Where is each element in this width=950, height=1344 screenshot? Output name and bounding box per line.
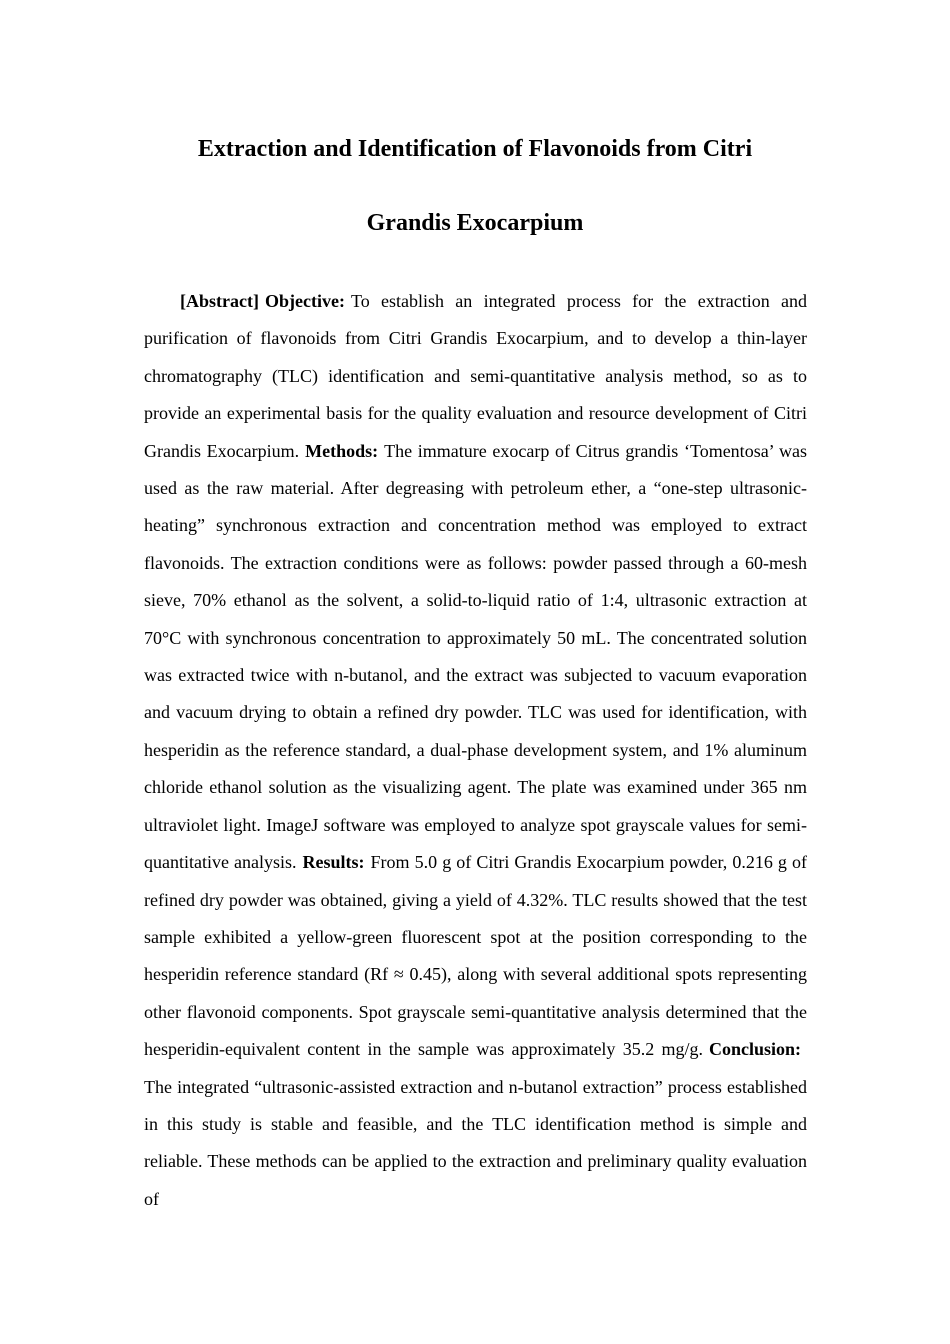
abstract-tag: [Abstract] <box>180 291 259 311</box>
objective-label: Objective: <box>264 291 345 311</box>
objective-text: To establish an integrated process for the extraction and purification of flavonoids from Citri Grandis Exocarpium, and to develop a thin-layer chromatography (TLC) identification and semi-quantitative analysis method, so as to provide an experimental basis for the quality evaluation and resource development of Citri Grandis Exocarpium. <box>144 291 807 461</box>
results-label: Results: <box>302 852 365 873</box>
paper-title-line-1: Extraction and Identification of Flavonoids from Citri <box>197 136 753 162</box>
methods-text: The immature exocarp of Citrus grandis ‘Tomentosa’ was used as the raw material. After degreasing with petroleum ether, a “one-step ultrasonic-heating” synchronous extraction and concentration method was employed to extract flavonoids. The extraction conditions were as follows: powder passed through a 60-mesh sieve, 70% ethanol as the solvent, a solid-to-liquid ratio of 1:4, ultrasonic extraction at 70°C with synchronous concentration to approximately 50 mL. The concentrated solution was extracted twice with n-butanol, and the extract was subjected to vacuum evaporation and vacuum drying to obtain a refined dry powder. TLC was used for identification, with hesperidin as the reference standard, a dual-phase development system, and 1% aluminum chloride ethanol solution as the visualizing agent. The plate was examined under 365 nm ultraviolet light. ImageJ software was employed to analyze spot grayscale values for semi-quantitative analysis. <box>144 440 807 873</box>
conclusion-text: The integrated “ultrasonic-assisted extraction and n-butanol extraction” process established in this study is stable and feasible, and the TLC identification method is simple and reliable. These methods can be applied to the extraction and preliminary quality evaluation of <box>144 1076 807 1209</box>
conclusion-label: Conclusion: <box>708 1039 801 1060</box>
results-text: From 5.0 g of Citri Grandis Exocarpium powder, 0.216 g of refined dry powder was obtained, giving a yield of 4.32%. TLC results showed that the test sample exhibited a yellow-green fluorescent spot at the position corresponding to the hesperidin reference standard (Rf ≈ 0.45), along with several additional spots representing other flavonoid components. Spot grayscale semi-quantitative analysis determined that the hesperidin-equivalent content in the sample was approximately 35.2 mg/g. <box>144 852 808 1060</box>
abstract-paragraph <box>144 283 807 1218</box>
paper-title-line-2: Grandis Exocarpium <box>366 210 584 236</box>
methods-label: Methods: <box>305 440 379 461</box>
